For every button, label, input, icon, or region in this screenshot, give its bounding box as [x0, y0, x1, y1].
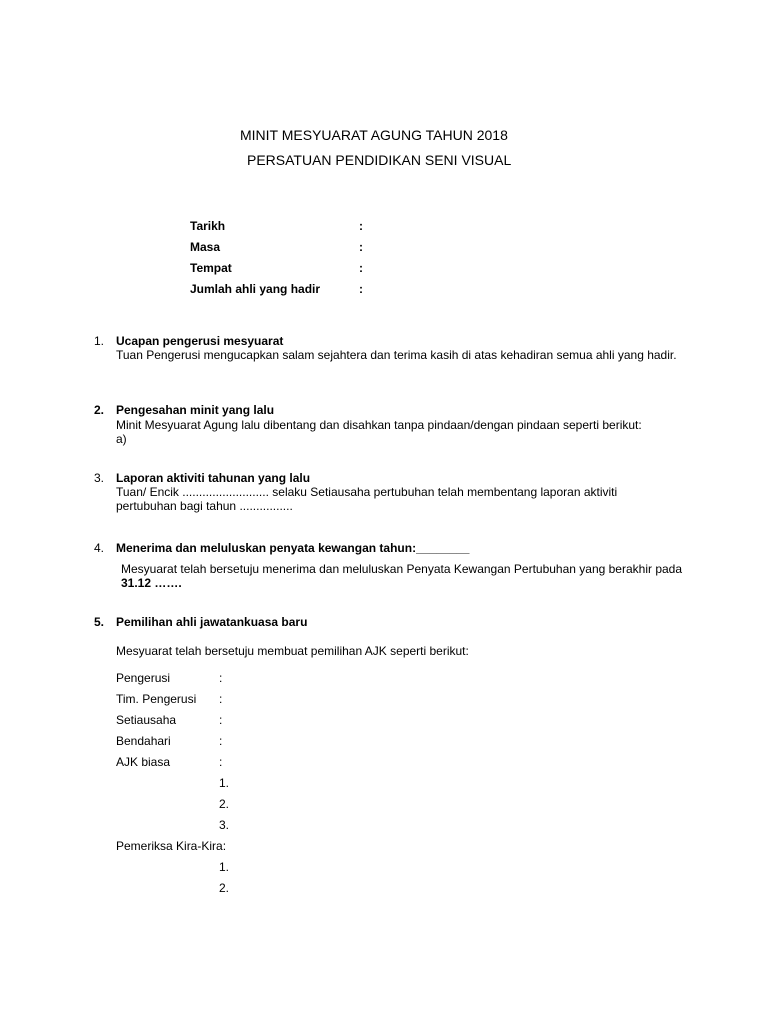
section-2-number: 2. — [94, 403, 105, 417]
organization-title: PERSATUAN PENDIDIKAN SENI VISUAL — [247, 152, 512, 168]
role-label-setiausaha: Setiausaha — [116, 713, 177, 727]
section-2-body-line1: Minit Mesyuarat Agung lalu dibentang dan disahkan tanpa pindaan/dengan pindaan seperti berikut: — [116, 418, 642, 432]
document-title: MINIT MESYUARAT AGUNG TAHUN 2018 — [240, 127, 508, 143]
meta-label-jumlah-ahli: Jumlah ahli yang hadir — [190, 282, 321, 296]
meta-colon: : — [359, 240, 363, 254]
meta-colon: : — [359, 261, 363, 275]
section-4-heading: Menerima dan meluluskan penyata kewangan tahun — [116, 541, 413, 555]
section-4-date: 31.12 ……. — [121, 576, 182, 590]
role-colon: : — [219, 734, 223, 748]
section-5-number: 5. — [94, 615, 105, 629]
role-label-ajk-biasa: AJK biasa — [116, 755, 171, 769]
section-2-body-line2: a) — [116, 432, 127, 446]
section-4-number: 4. — [94, 541, 105, 555]
role-colon: : — [219, 755, 223, 769]
ajk-item: 2. — [219, 797, 230, 811]
meta-label-masa: Masa — [190, 240, 221, 254]
section-1-heading: Ucapan pengerusi mesyuarat — [116, 334, 284, 348]
meta-label-tarikh: Tarikh — [190, 219, 226, 233]
section-1-body: Tuan Pengerusi mengucapkan salam sejahtera dan terima kasih di atas kehadiran semua ahli yang hadir. — [116, 348, 677, 362]
section-3-body: Tuan/ Encik .......................... selaku Setiausaha pertubuhan telah membentang laporan aktiviti pertubuhan bagi tahun ................ — [116, 485, 618, 513]
section-4-body-text: Mesyuarat telah bersetuju menerima dan meluluskan Penyata Kewangan Pertubuhan yang berakhir pada — [121, 562, 683, 576]
role-label-tim-pengerusi: Tim. Pengerusi — [116, 692, 197, 706]
auditor-item: 2. — [219, 881, 230, 895]
meta-colon: : — [359, 282, 363, 296]
ajk-item: 3. — [219, 818, 230, 832]
section-2-heading: Pengesahan minit yang lalu — [116, 403, 275, 417]
section-1-number: 1. — [94, 334, 105, 348]
role-colon: : — [219, 671, 223, 685]
ajk-item: 1. — [219, 776, 230, 790]
section-4-heading-blank: :________ — [412, 541, 470, 555]
meta-label-tempat: Tempat — [190, 261, 232, 275]
role-colon: : — [219, 713, 223, 727]
section-5-intro: Mesyuarat telah bersetuju membuat pemilihan AJK seperti berikut: — [116, 644, 469, 658]
section-3-number: 3. — [94, 471, 105, 485]
role-label-bendahari: Bendahari — [116, 734, 171, 748]
meta-colon: : — [359, 219, 363, 233]
role-colon: : — [219, 692, 223, 706]
auditor-label: Pemeriksa Kira-Kira: — [116, 839, 227, 853]
section-5-heading: Pemilihan ahli jawatankuasa baru — [116, 615, 308, 629]
role-label-pengerusi: Pengerusi — [116, 671, 171, 685]
section-3-heading: Laporan aktiviti tahunan yang lalu — [116, 471, 311, 485]
auditor-item: 1. — [219, 860, 230, 874]
section-4-heading-line — [116, 541, 469, 555]
section-4-body — [121, 562, 706, 590]
